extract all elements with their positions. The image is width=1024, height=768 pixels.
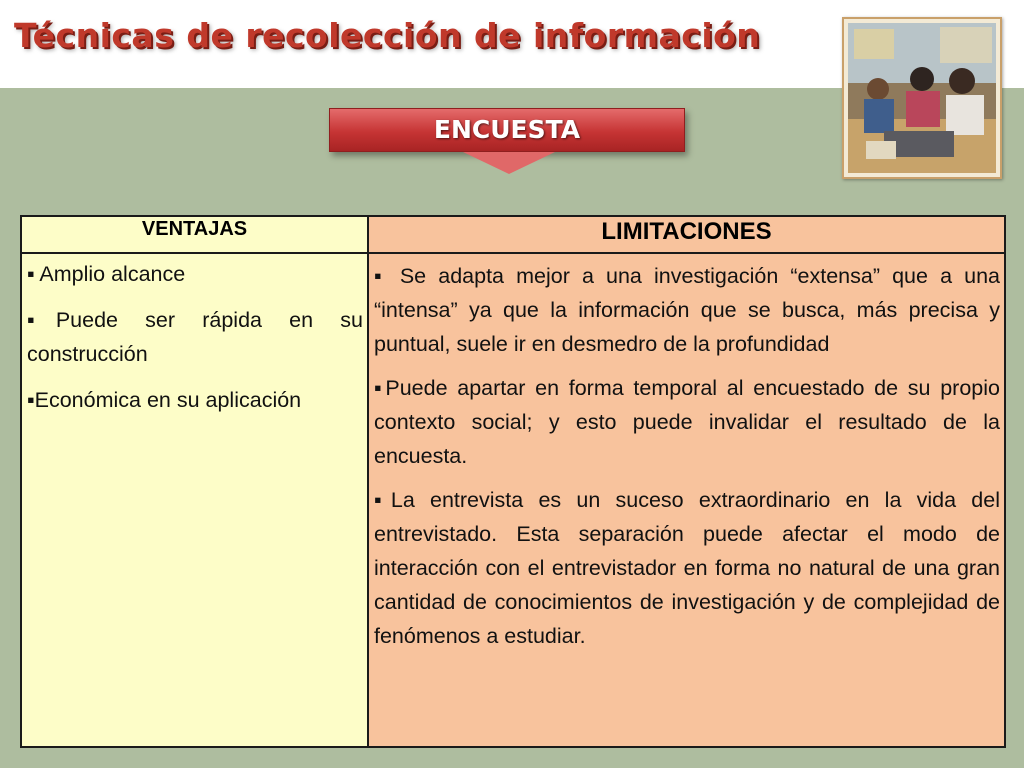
limitacion-item: ▪Puede apartar en forma temporal al encuestado de su propio contexto social; y esto puede invalidar el resultado de la encuesta. [374, 376, 1000, 468]
table-header-row [21, 216, 1005, 253]
table-row [21, 253, 1005, 747]
classroom-photo [842, 17, 1002, 179]
limitacion-item: ▪ Se adapta mejor a una investigación “extensa” que a una “intensa” ya que la información que se busca, más precisa y puntual, suele ir en desmedro de la profundidad [374, 264, 1000, 356]
slide-title: Técnicas de recolección de información [14, 16, 761, 55]
encuesta-banner: ENCUESTA [329, 108, 685, 152]
comparison-table [20, 215, 1006, 748]
ventajas-header: VENTAJAS [21, 216, 368, 253]
limitacion-item: ▪La entrevista es un suceso extraordinario en la vida del entrevistado. Esta separación puede afectar el modo de interacción con el entrevistador en forma no natural de una gran cantidad de conocimientos de investigación y de complejidad de fenómenos a estudiar. [374, 488, 1000, 648]
arrow-down-icon [463, 152, 555, 174]
classroom-photo-icon [844, 19, 1000, 177]
ventaja-item: ▪ Amplio alcance [27, 262, 186, 286]
limitaciones-header: LIMITACIONES [368, 216, 1005, 253]
ventajas-cell [21, 253, 368, 747]
ventaja-item: ▪Económica en su aplicación [27, 388, 302, 412]
ventaja-item: ▪Puede ser rápida en su construcción [27, 308, 363, 366]
limitaciones-cell [368, 253, 1005, 747]
